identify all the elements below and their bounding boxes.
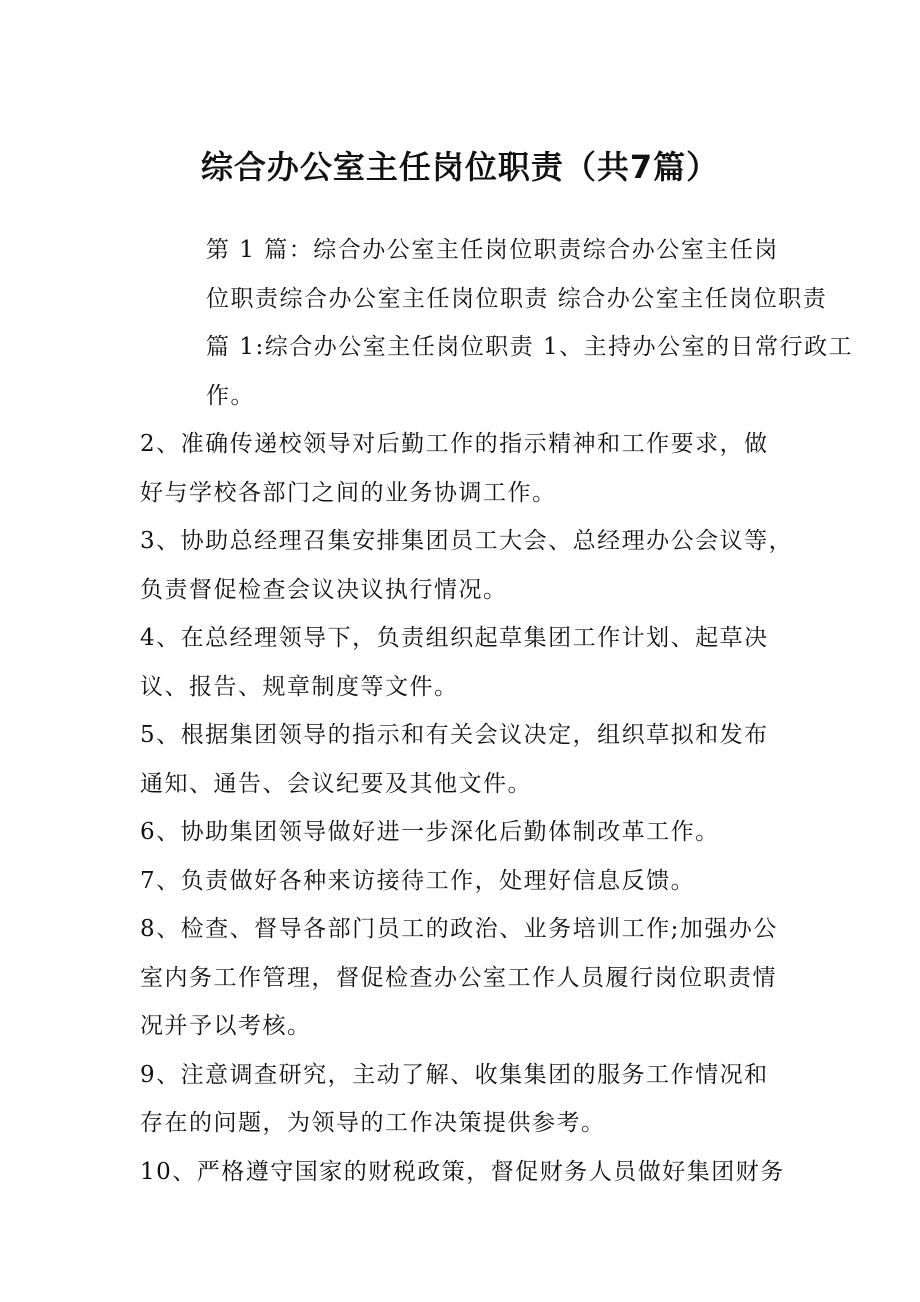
text-line: 第 1 篇：综合办公室主任岗位职责综合办公室主任岗	[206, 237, 779, 263]
text-line: 3、协助总经理召集安排集团员工大会、总经理办公会议等，	[140, 528, 794, 554]
paragraph	[140, 711, 785, 808]
text-line: 议、报告、规章制度等文件。	[140, 673, 459, 700]
document-body	[140, 226, 854, 1196]
text-line: 7、负责做好各种来访接待工作，处理好信息反馈。	[140, 867, 696, 894]
paragraph	[140, 808, 785, 857]
text-line: 况并予以考核。	[140, 1013, 312, 1039]
paragraph	[140, 517, 794, 614]
text-line: 9、注意调查研究，主动了解、收集集团的服务工作情况和	[140, 1061, 769, 1088]
text-line: 位职责综合办公室主任岗位职责 综合办公室主任岗位职责	[206, 285, 828, 312]
text-line: 存在的问题，为领导的工作决策提供参考。	[140, 1110, 606, 1136]
text-line: 2、准确传递校领导对后勤工作的指示精神和工作要求，做	[140, 431, 769, 457]
paragraph	[140, 226, 854, 420]
text-line: 6、协助集团领导做好进一步深化后勤体制改革工作。	[140, 819, 720, 845]
text-line: 好与学校各部门之间的业务协调工作。	[140, 479, 557, 506]
paragraph	[140, 857, 785, 906]
text-line: 作。	[206, 382, 255, 409]
paragraph	[140, 1148, 785, 1197]
text-line: 8、检查、督导各部门员工的政治、业务培训工作;加强办公	[140, 916, 778, 942]
document-title: 综合办公室主任岗位职责（共7篇）	[200, 148, 720, 186]
paragraph	[140, 1051, 785, 1148]
text-line: 10、严格遵守国家的财税政策，督促财务人员做好集团财务	[140, 1158, 785, 1185]
text-line: 5、根据集团领导的指示和有关会议决定，组织草拟和发布	[140, 722, 769, 748]
text-line: 负责督促检查会议决议执行情况。	[140, 576, 508, 603]
text-line: 4、在总经理领导下，负责组织起草集团工作计划、起草决	[140, 625, 769, 651]
paragraph	[140, 420, 785, 517]
text-line: 篇 1:综合办公室主任岗位职责 1、主持办公室的日常行政工	[206, 334, 854, 360]
text-line: 通知、通告、会议纪要及其他文件。	[140, 770, 532, 797]
paragraph	[140, 905, 785, 1051]
paragraph	[140, 614, 785, 711]
text-line: 室内务工作管理，督促检查办公室工作人员履行岗位职责情	[140, 964, 777, 991]
